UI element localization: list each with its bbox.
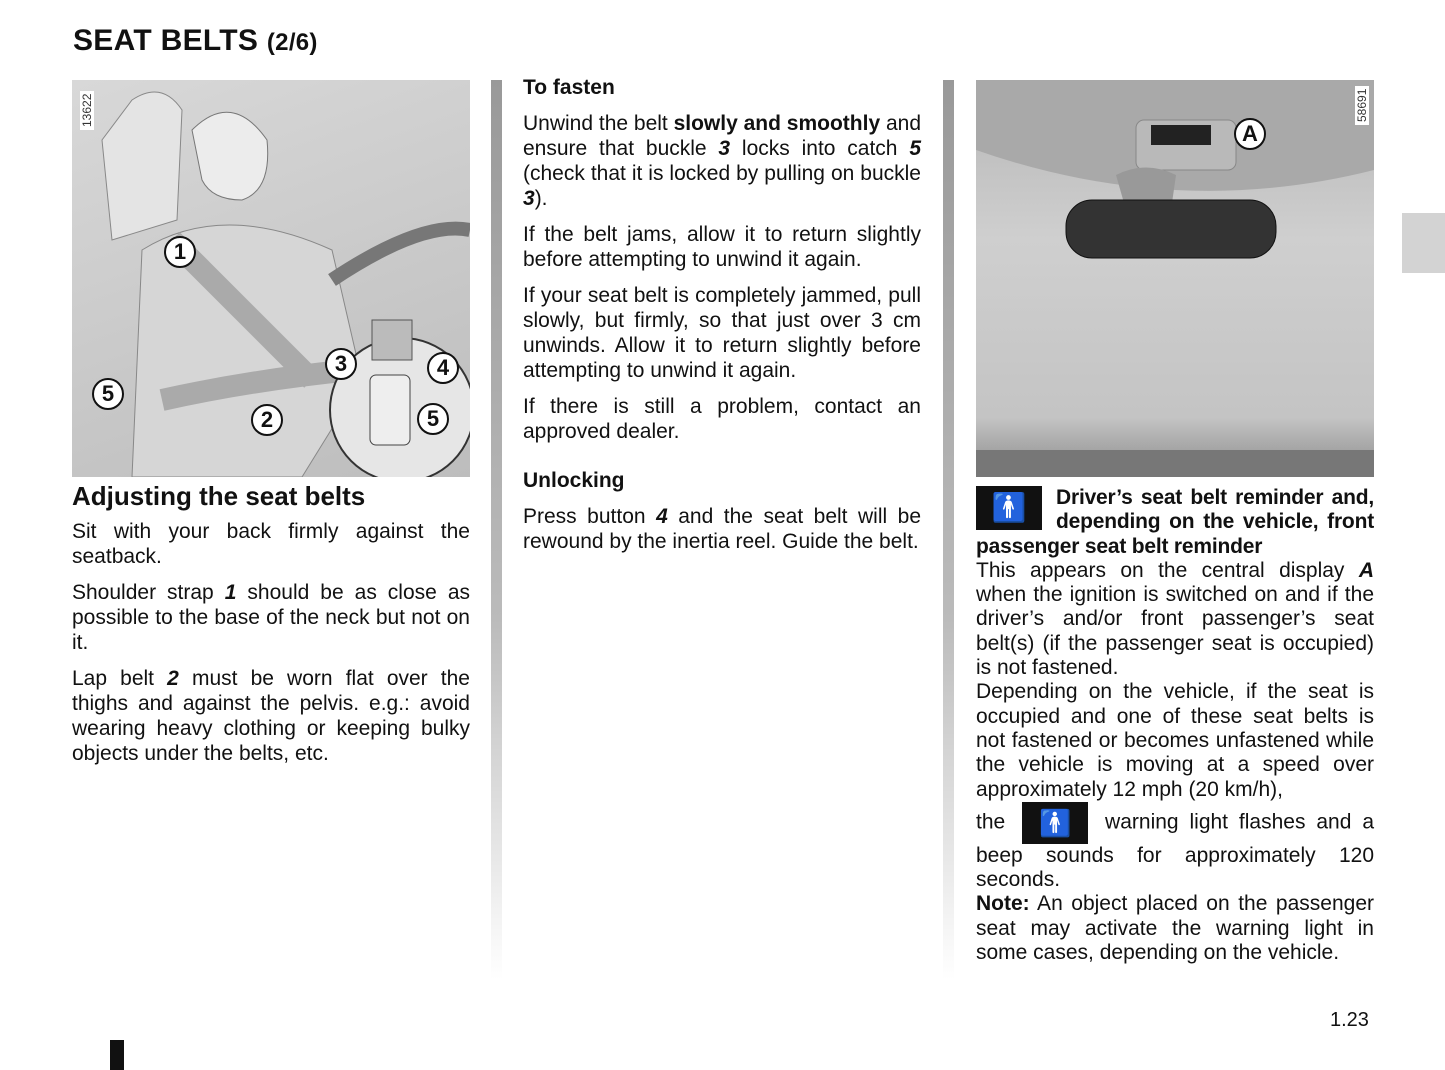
note-text: An object placed on the passenger seat may activate the warning light in some cases, depending on the vehicle. bbox=[976, 892, 1374, 965]
paragraph bbox=[72, 666, 470, 766]
figure-code: 13622 bbox=[80, 91, 94, 130]
emphasis: 5 bbox=[909, 137, 921, 160]
seat-belt-warning-icon: 🚹 bbox=[976, 486, 1042, 530]
callout-5: 5 bbox=[92, 378, 124, 410]
emphasis: slowly and smoothly bbox=[673, 112, 881, 135]
text: (check that it is locked by pulling on buckle bbox=[523, 162, 921, 185]
page-number: 1.23 bbox=[1330, 1009, 1369, 1031]
paragraph: Depending on the vehicle, if the seat is occupied and one of these seat belts is not fastened or becomes unfastened while the vehicle is moving at a speed over approximately 12 mph (20 km/h), bbox=[976, 680, 1374, 801]
callout-3: 3 bbox=[325, 348, 357, 380]
text: Lap belt bbox=[72, 667, 168, 690]
emphasis: 2 bbox=[167, 667, 179, 690]
callout-a: A bbox=[1234, 118, 1266, 150]
paragraph bbox=[523, 283, 921, 383]
emphasis: 1 bbox=[224, 581, 237, 604]
paragraph bbox=[523, 504, 921, 554]
emphasis: 3 bbox=[718, 137, 731, 160]
reminder-section bbox=[976, 486, 1374, 965]
title-part: (2/6) bbox=[266, 29, 318, 56]
text: should be as close as possible to the base of the neck but not on it. bbox=[72, 581, 470, 654]
column-divider bbox=[943, 80, 954, 980]
section-heading: To fasten bbox=[523, 76, 615, 99]
text: Unwind the belt bbox=[523, 112, 674, 135]
callout-2: 2 bbox=[251, 404, 283, 436]
text: Press button bbox=[523, 505, 657, 528]
adjusting-section bbox=[72, 481, 470, 777]
seat-belt-warning-icon: 🚹 bbox=[1022, 802, 1088, 844]
fasten-section bbox=[523, 75, 921, 565]
text: If your seat belt is completely jammed, pull slowly, but firmly, so that just over 3 cm unwinds. Allow it to return slightly before attempting to unwind it again. bbox=[523, 284, 921, 382]
callout-4: 4 bbox=[427, 352, 459, 384]
emphasis: 4 bbox=[656, 505, 668, 528]
text: and the seat belt will be rewound by the inertia reel. Guide the belt. bbox=[523, 505, 922, 553]
note-label: Note: bbox=[976, 892, 1030, 916]
emphasis: 3 bbox=[523, 187, 535, 210]
text: must be worn flat over the thighs and against the pelvis. e.g.: avoid wearing heavy clothing or keeping bulky objects under the belts, etc. bbox=[72, 667, 470, 765]
title-text: SEAT BELTS bbox=[73, 24, 259, 57]
emphasis: A bbox=[1358, 558, 1374, 582]
interior-drawing bbox=[976, 80, 1374, 477]
text: Sit with your back firmly against the seatback. bbox=[72, 520, 470, 568]
text: ). bbox=[534, 187, 548, 210]
text: and ensure that buckle bbox=[523, 112, 922, 160]
page-title bbox=[73, 24, 318, 58]
rear-view-mirror-illustration bbox=[976, 80, 1374, 477]
section-heading: Unlocking bbox=[523, 469, 625, 492]
section-heading: Adjusting the seat belts bbox=[72, 481, 366, 511]
text: Shoulder strap bbox=[72, 581, 225, 604]
driver-seatbelt-illustration bbox=[72, 80, 470, 477]
callout-1: 1 bbox=[164, 236, 196, 268]
paragraph bbox=[523, 222, 921, 272]
text: If the belt jams, allow it to return slightly before attempting to unwind it again. bbox=[523, 223, 921, 271]
page-edge-mark bbox=[110, 1040, 124, 1070]
text: when the ignition is switched on and if the driver’s and/or front passenger’s seat belt(s) (if the passenger seat is occupied) is not fastened. bbox=[976, 583, 1374, 680]
paragraph bbox=[523, 394, 921, 444]
text: the bbox=[976, 810, 1006, 834]
text: This appears on the central display bbox=[976, 558, 1359, 582]
text: locks into catch bbox=[730, 137, 910, 160]
paragraph bbox=[523, 111, 921, 211]
figure-code-2: 58691 bbox=[1355, 86, 1369, 125]
text: If there is still a problem, contact an approved dealer. bbox=[523, 395, 921, 443]
text: warning light flashes and a beep sounds for approximately 120 seconds. bbox=[976, 810, 1374, 892]
chapter-tab bbox=[1402, 213, 1445, 273]
paragraph bbox=[976, 559, 1374, 680]
column-divider bbox=[491, 80, 502, 980]
paragraph bbox=[72, 519, 470, 569]
paragraph bbox=[72, 580, 470, 655]
reminder-heading: Driver’s seat belt reminder and, depending on the vehicle, front passenger seat belt reminder bbox=[976, 486, 1374, 558]
callout-5b: 5 bbox=[417, 403, 449, 435]
